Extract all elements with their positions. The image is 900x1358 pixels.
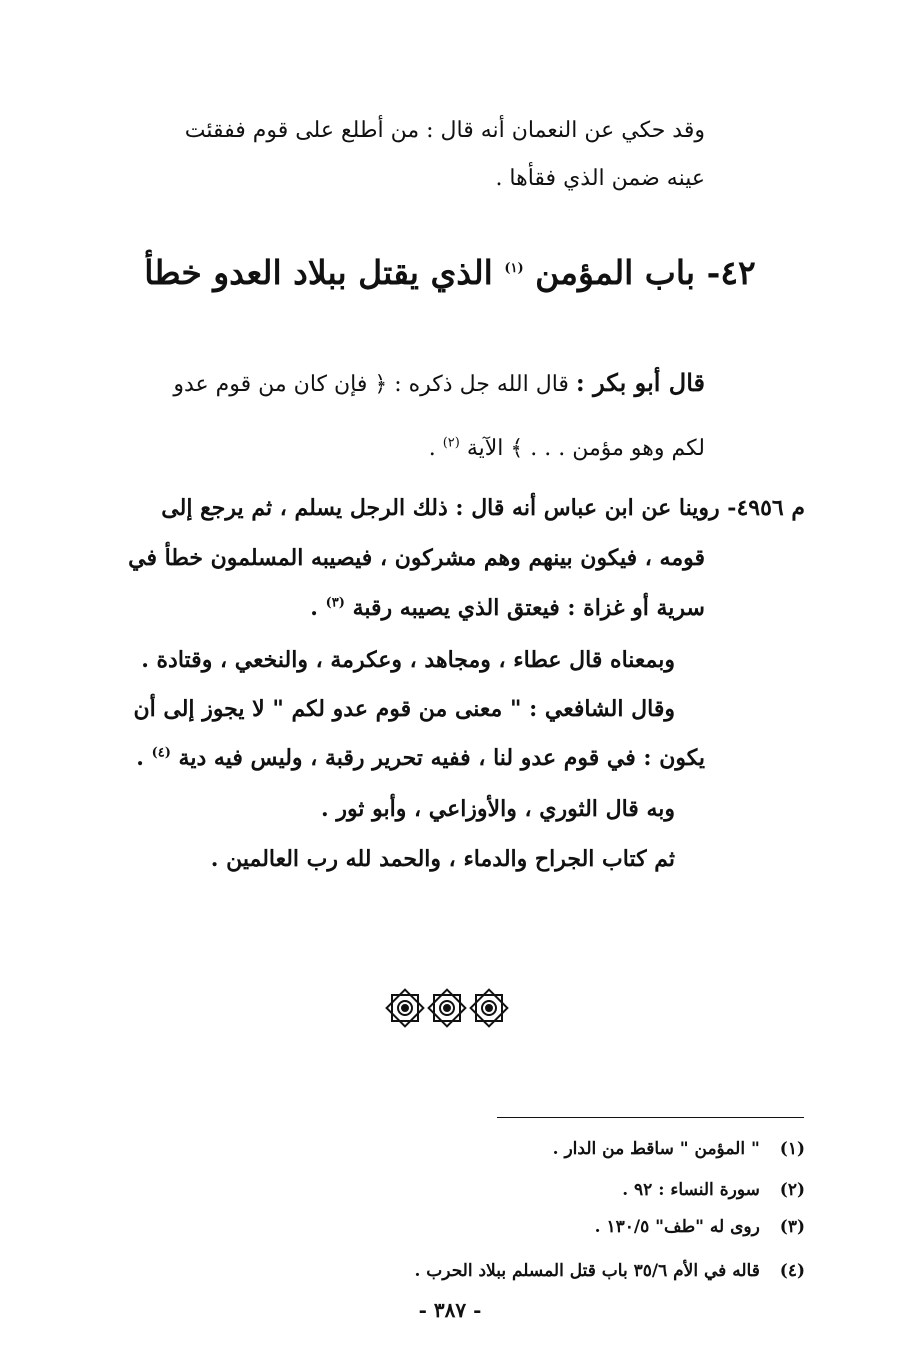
- chapter-title-part-2: الذي يقتل ببلاد العدو خطأ: [144, 253, 493, 292]
- paragraph-2-footnote-ref: (٤): [151, 745, 171, 761]
- quote-footnote-ref: (٢): [442, 435, 460, 451]
- paragraph-1: [141, 643, 675, 677]
- chapter-title-part-1: باب المؤمن: [535, 253, 696, 292]
- paragraph-1-text: وبمعناه قال عطاء ، ومجاهد ، وعكرمة ، والنخعي ، وقتادة .: [141, 647, 675, 673]
- quote-line-2-text: لكم وهو مؤمن . . . ﴾ الآية: [466, 436, 705, 461]
- quote-line-1-text: قال الله جل ذكره : ﴿ فإن كان من قوم عدو: [173, 372, 569, 397]
- quote-speaker: قال أبو بكر :: [575, 368, 705, 397]
- hadith-footnote-ref: (٣): [325, 595, 345, 611]
- ornament-divider: [385, 987, 510, 1029]
- footnote-1-text: " المؤمن " ساقط من الدار .: [552, 1139, 760, 1159]
- quote-line-1: [173, 366, 705, 402]
- hadith-line-1: [161, 491, 805, 525]
- footnote-1: [553, 1136, 805, 1162]
- paragraph-3: [321, 792, 675, 826]
- paragraph-2-end: .: [136, 745, 144, 771]
- paragraph-4-text: ثم كتاب الجراح والدماء ، والحمد لله رب العالمين .: [210, 846, 675, 872]
- footnote-2-number: (٢): [779, 1180, 805, 1200]
- intro-line-2: [495, 162, 705, 196]
- footnote-4-text: قاله في الأم ٣٥/٦ باب قتل المسلم ببلاد الحرب .: [414, 1261, 760, 1281]
- intro-line-1-text: وقد حكي عن النعمان أنه قال : من أطلع على قوم ففقئت: [184, 118, 705, 143]
- hadith-line-2: [128, 541, 705, 575]
- page-number: - ٣٨٧ -: [418, 1298, 482, 1322]
- footnote-3-number: (٣): [779, 1217, 805, 1237]
- ornament-star-icon: [471, 990, 508, 1027]
- paragraph-2-line-2: [136, 741, 705, 775]
- paragraph-3-text: وبه قال الثوري ، والأوزاعي ، وأبو ثور .: [321, 796, 675, 822]
- hadith-line-2-text: قومه ، فيكون بينهم وهم مشركون ، فيصيبه المسلمون خطأ في: [128, 545, 705, 571]
- hadith-line-3-end: .: [310, 595, 318, 621]
- quote-line-2: [429, 432, 705, 466]
- ornament-star-icon: [429, 990, 466, 1027]
- footnote-1-number: (١): [779, 1139, 805, 1159]
- intro-line-1: [185, 114, 705, 148]
- hadith-marker: م: [791, 495, 805, 521]
- hadith-number: ٤٩٥٦-: [727, 495, 784, 521]
- paragraph-4: [211, 842, 675, 876]
- hadith-line-3: [310, 591, 705, 625]
- footnote-3-text: روى له "طف" ١٣٠/٥ .: [594, 1217, 760, 1237]
- chapter-heading: [0, 250, 900, 296]
- footnote-4-number: (٤): [779, 1261, 805, 1281]
- paragraph-2-line-2-text: يكون : في قوم عدو لنا ، ففيه تحرير رقبة ، وليس فيه دية: [178, 745, 705, 771]
- footnote-4: [414, 1258, 805, 1284]
- quote-line-2-end: .: [428, 436, 436, 461]
- footnote-2: [622, 1177, 805, 1203]
- chapter-number: ٤٢-: [706, 253, 756, 292]
- footnote-separator: [497, 1117, 804, 1118]
- hadith-line-1-text: روينا عن ابن عباس أنه قال : ذلك الرجل يسلم ، ثم يرجع إلى: [161, 495, 720, 521]
- footnote-3: [595, 1214, 805, 1240]
- hadith-line-3-text: سرية أو غزاة : فيعتق الذي يصيبه رقبة: [352, 595, 705, 621]
- chapter-footnote-ref: (١): [504, 261, 524, 276]
- paragraph-2-line-1: [133, 692, 675, 726]
- intro-line-2-text: عينه ضمن الذي فقأها .: [495, 166, 705, 191]
- ornament-star-icon: [387, 990, 424, 1027]
- footnote-2-text: سورة النساء : ٩٢ .: [622, 1180, 760, 1200]
- paragraph-2-line-1-text: وقال الشافعي : " معنى من قوم عدو لكم " لا يجوز إلى أن: [133, 696, 675, 722]
